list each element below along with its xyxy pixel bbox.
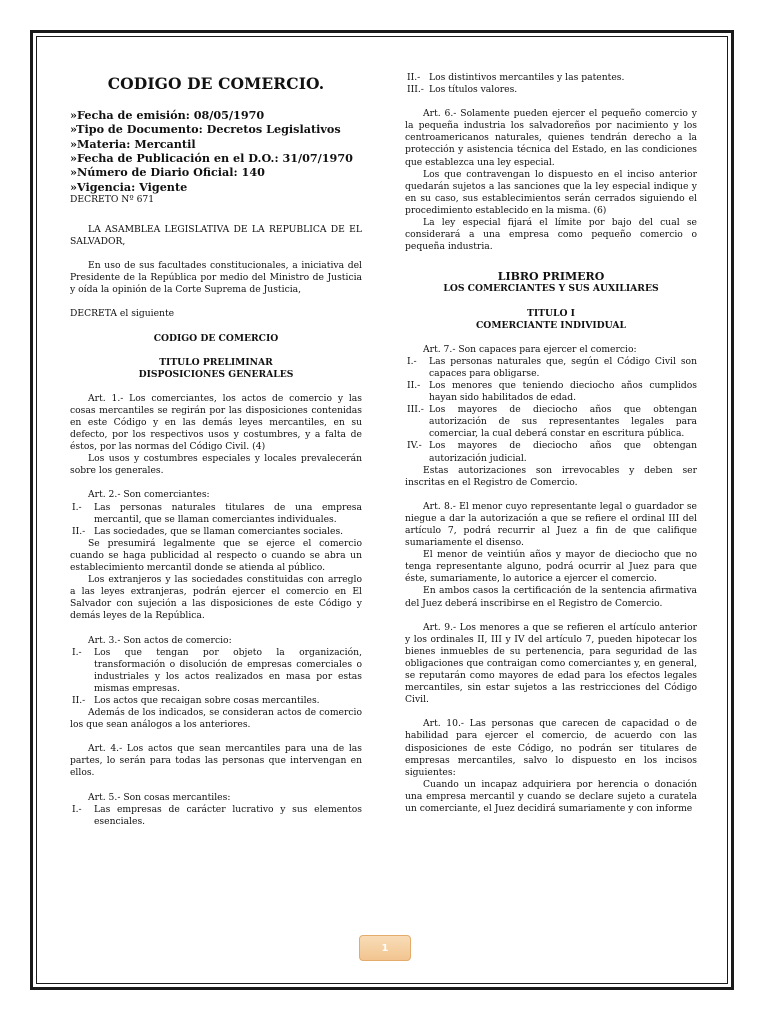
list-item bbox=[405, 380, 697, 404]
list-item bbox=[70, 804, 362, 828]
article-6: Art. 6.- Solamente pueden ejercer el pequeño comercio y la pequeña industria los salvadoreños por nacimiento y los centroamericanos naturales, quienes tendrán derecho a la protección y asistencia técnica del Estado, en las condiciones que establezca una ley especial. bbox=[405, 108, 697, 168]
list-item bbox=[405, 404, 697, 440]
list-item-text: Las empresas de carácter lucrativo y sus elementos esenciales. bbox=[94, 803, 362, 827]
list-item-number: I.- bbox=[72, 803, 82, 815]
meta-fecha-publicacion: »Fecha de Publicación en el D.O.: 31/07/1970 bbox=[70, 150, 353, 165]
article-1: Art. 1.- Los comerciantes, los actos de comercio y las cosas mercantiles se regirán por las disposiciones contenidas en este Código y en las demás leyes mercantiles, en su defecto, por los respectivos usos y costumbres, y a falta de éstos, por las normas del Código Civil. (4) bbox=[70, 392, 362, 453]
document-title: CODIGO DE COMERCIO. bbox=[107, 74, 325, 93]
list-item bbox=[70, 502, 362, 526]
article-10-paragraph-2: Cuando un incapaz adquiriera por herencia o donación una empresa mercantil y cuando se declare sujeto a curatela un comerciante, el Juez decidirá sumariamente y con informe bbox=[405, 778, 697, 814]
list-item bbox=[405, 356, 697, 380]
codigo-heading: CODIGO DE COMERCIO bbox=[153, 332, 279, 344]
list-item-number: III.- bbox=[407, 84, 424, 96]
list-item bbox=[70, 647, 362, 695]
meta-fecha-emision: »Fecha de emisión: 08/05/1970 bbox=[70, 108, 265, 123]
article-10: Art. 10.- Las personas que carecen de capacidad o de habilidad para ejercer el comercio, de acuerdo con las disposiciones de este Código, no podrán ser titulares de empresas mercantiles, salvo lo dispuesto en los incisos siguientes: bbox=[405, 718, 697, 778]
list-item-number: II.- bbox=[72, 694, 86, 706]
list-item-text: Los títulos valores. bbox=[429, 84, 518, 96]
titulo-preliminar-heading: TITULO PRELIMINAR bbox=[159, 356, 273, 368]
article-5: Art. 5.- Son cosas mercantiles: bbox=[88, 791, 231, 803]
article-9: Art. 9.- Los menores a que se refieren el artículo anterior y los ordinales II, III y IV del artículo 7, pueden hipotecar los bienes inmuebles de su pertenencia, para seguridad de las obligaciones que contraigan como comerciantes y, en general, se reputarán como mayores de edad para los efectos legales mercantiles, sin estar sujetos a las restricciones del Código Civil. bbox=[405, 621, 697, 706]
right-column bbox=[405, 72, 697, 815]
list-item-text: Las personas naturales que, según el Código Civil son capaces para obligarse. bbox=[429, 355, 697, 379]
article-2: Art. 2.- Son comerciantes: bbox=[88, 489, 210, 501]
list-item-text: Los actos que recaigan sobre cosas mercantiles. bbox=[94, 694, 320, 706]
list-item-text: Las sociedades, que se llaman comerciantes sociales. bbox=[94, 525, 344, 537]
article-3-paragraph-2: Además de los indicados, se consideran actos de comercio los que sean análogos a los anteriores. bbox=[70, 707, 362, 731]
list-item-number: II.- bbox=[72, 525, 86, 537]
libro-subheading: LOS COMERCIANTES Y SUS AUXILIARES bbox=[443, 283, 659, 295]
article-3: Art. 3.- Son actos de comercio: bbox=[88, 634, 232, 646]
list-item-number: III.- bbox=[407, 404, 424, 416]
article-6-paragraph-2: Los que contravengan lo dispuesto en el inciso anterior quedarán sujetos a las sanciones que la ley especial indique y en su caso, sus establecimientos serán cerrados siguiendo el procedimiento establecido en la misma. (6) bbox=[405, 168, 697, 216]
list-item bbox=[70, 695, 362, 707]
article-2-paragraph-3: Los extranjeros y las sociedades constituidas con arreglo a las leyes extranjeras, podrán ejercer el comercio en El Salvador con sujeción a las disposiciones de este Código y demás leyes de la República. bbox=[70, 574, 362, 622]
list-item-number: I.- bbox=[72, 646, 82, 658]
meta-vigencia: »Vigencia: Vigente bbox=[70, 179, 188, 194]
list-item bbox=[405, 72, 697, 84]
meta-materia: »Materia: Mercantil bbox=[70, 136, 196, 151]
meta-numero-diario: »Número de Diario Oficial: 140 bbox=[70, 165, 265, 180]
list-item-number: IV.- bbox=[407, 440, 422, 452]
article-8-paragraph-2: El menor de veintiún años y mayor de dieciocho que no tenga representante alguno, podrá ocurrir al Juez para que éste, sumariamente, lo autorice a ejercer el comercio. bbox=[405, 549, 697, 585]
asamblea-paragraph: LA ASAMBLEA LEGISLATIVA DE LA REPUBLICA DE EL SALVADOR, bbox=[70, 223, 362, 248]
article-4: Art. 4.- Los actos que sean mercantiles para una de las partes, lo serán para todas las personas que intervengan en ellos. bbox=[70, 743, 362, 779]
titulo-i-subheading: COMERCIANTE INDIVIDUAL bbox=[476, 319, 626, 331]
article-7-paragraph-2: Estas autorizaciones son irrevocables y deben ser inscritas en el Registro de Comercio. bbox=[405, 464, 697, 488]
list-item-text: Los mayores de dieciocho años que obtengan autorización de sus representantes legales para comerciar, la cual deberá constar en escritura pública. bbox=[429, 404, 697, 440]
meta-tipo-documento: »Tipo de Documento: Decretos Legislativos bbox=[70, 122, 341, 137]
list-item-number: II.- bbox=[407, 379, 421, 391]
left-column bbox=[70, 72, 362, 828]
disposiciones-heading: DISPOSICIONES GENERALES bbox=[138, 368, 294, 380]
article-1-paragraph-2: Los usos y costumbres especiales y locales prevalecerán sobre los generales. bbox=[70, 453, 362, 477]
article-2-paragraph-2: Se presumirá legalmente que se ejerce el comercio cuando se haga publicidad al respecto o cuando se abra un establecimiento mercantil donde se atienda al público. bbox=[70, 537, 362, 574]
article-8: Art. 8.- El menor cuyo representante legal o guardador se niegue a dar la autorización a que se refiere el ordinal III del artículo 7, podrá recurrir al Juez a fin de que califique sumariamente el disenso. bbox=[405, 500, 697, 549]
libro-primero-heading: LIBRO PRIMERO bbox=[497, 270, 605, 284]
list-item-text: Las personas naturales titulares de una empresa mercantil, que se llaman comerciantes individuales. bbox=[94, 501, 362, 525]
list-item-text: Los mayores de dieciocho años que obtengan autorización judicial. bbox=[429, 440, 697, 464]
decreta-line: DECRETA el siguiente bbox=[70, 308, 175, 320]
list-item bbox=[70, 526, 362, 538]
list-item-text: Los menores que teniendo dieciocho años cumplidos hayan sido habilitados de edad. bbox=[429, 379, 697, 404]
list-item-number: I.- bbox=[407, 355, 417, 367]
decreto-number: DECRETO Nº 671 bbox=[70, 193, 155, 205]
list-item-number: II.- bbox=[407, 72, 421, 83]
article-6-paragraph-3: La ley especial fijará el límite por bajo del cual se considerará a una empresa como pequeño comercio o pequeña industria. bbox=[405, 217, 697, 253]
page-number-badge bbox=[359, 935, 411, 961]
article-7: Art. 7.- Son capaces para ejercer el comercio: bbox=[423, 343, 637, 355]
article-8-paragraph-3: En ambos casos la certificación de la sentencia afirmativa del Juez deberá inscribirse en el Registro de Comercio. bbox=[405, 585, 697, 609]
titulo-i-heading: TITULO I bbox=[527, 307, 575, 319]
metadata-block bbox=[70, 108, 362, 194]
list-item-number: I.- bbox=[72, 501, 82, 513]
facultades-paragraph: En uso de sus facultades constitucionales, a iniciativa del Presidente de la República por medio del Ministro de Justicia y oída la opinión de la Corte Suprema de Justicia, bbox=[70, 260, 362, 296]
list-item-text: Los que tengan por objeto la organización, transformación o disolución de empresas comerciales o industriales y los actos realizados en masa por estas mismas empresas. bbox=[94, 646, 362, 694]
list-item bbox=[405, 440, 697, 464]
list-item-text: Los distintivos mercantiles y las patentes. bbox=[429, 72, 625, 83]
list-item bbox=[405, 84, 697, 96]
page-number: 1 bbox=[381, 942, 389, 954]
